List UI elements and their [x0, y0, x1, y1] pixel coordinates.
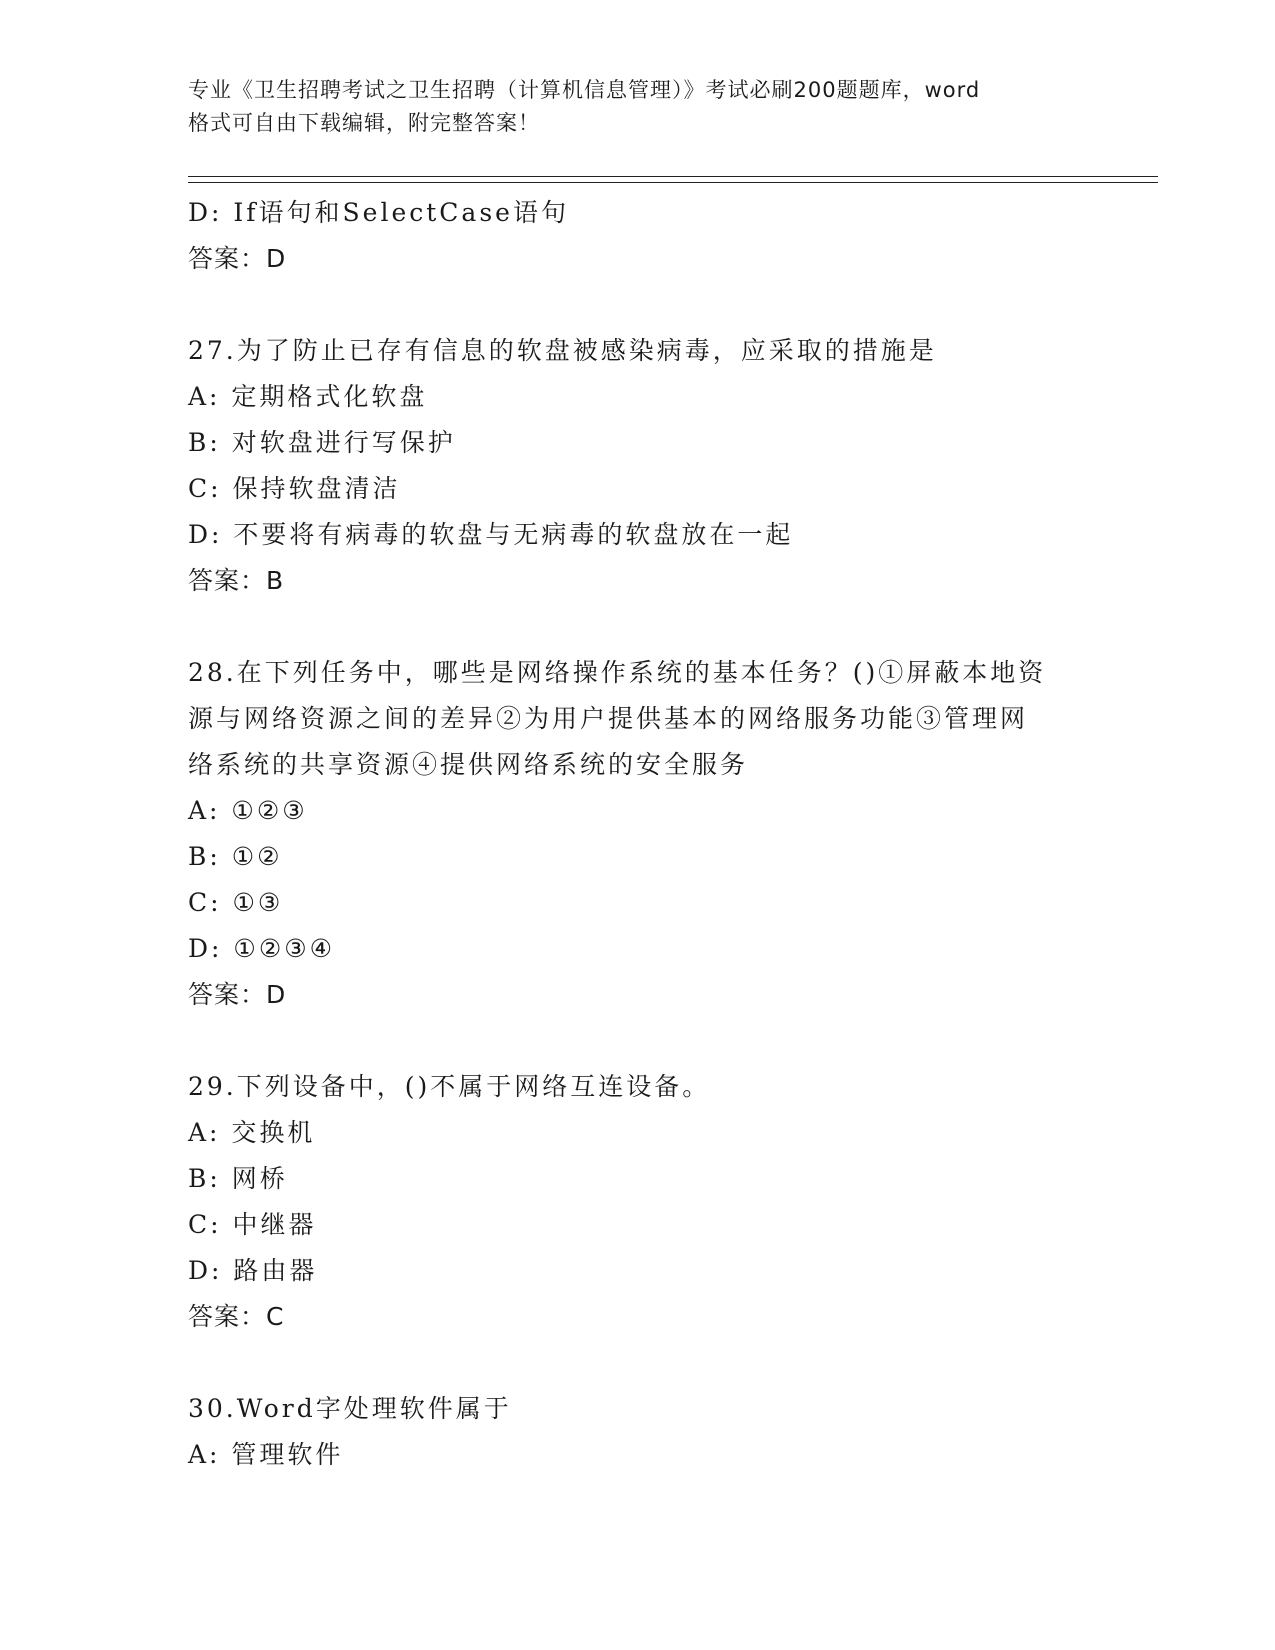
q28-option-a: A: ①②③: [188, 796, 308, 825]
q28-question-line-3: 络系统的共享资源④提供网络系统的安全服务: [188, 750, 749, 779]
page-header: [188, 74, 1088, 140]
q28-question-line-1: 28.在下列任务中，哪些是网络操作系统的基本任务？()①屏蔽本地资: [188, 658, 1047, 687]
spacer: [188, 604, 1138, 650]
q28-answer: 答案：D: [188, 980, 287, 1009]
prev-option-d: D: If语句和SelectCase语句: [188, 198, 569, 227]
header-line-1: 专业《卫生招聘考试之卫生招聘（计算机信息管理）》考试必刷200题题库，word: [188, 78, 981, 102]
q30-option-a: A: 管理软件: [188, 1440, 344, 1469]
question-list: [188, 190, 1138, 1478]
header-divider-bottom: [188, 182, 1158, 183]
q28-question-line-2: 源与网络资源之间的差异②为用户提供基本的网络服务功能③管理网: [188, 704, 1029, 733]
header-line-2: 格式可自由下载编辑，附完整答案！: [188, 111, 540, 135]
q27-option-c: C: 保持软盘清洁: [188, 474, 401, 503]
q27-option-d: D: 不要将有病毒的软盘与无病毒的软盘放在一起: [188, 520, 794, 549]
q28-option-d: D: ①②③④: [188, 934, 336, 963]
q27-question: 27.为了防止已存有信息的软盘被感染病毒，应采取的措施是: [188, 336, 937, 365]
spacer: [188, 1340, 1138, 1386]
q29-option-d: D: 路由器: [188, 1256, 318, 1285]
q29-option-b: B: 网桥: [188, 1164, 288, 1193]
q29-option-c: C: 中继器: [188, 1210, 317, 1239]
header-divider-top: [188, 176, 1158, 177]
spacer: [188, 1018, 1138, 1064]
prev-answer: 答案：D: [188, 244, 287, 273]
q29-option-a: A: 交换机: [188, 1118, 316, 1147]
q29-answer: 答案：C: [188, 1302, 285, 1331]
spacer: [188, 282, 1138, 328]
q29-question: 29.下列设备中，()不属于网络互连设备。: [188, 1072, 711, 1101]
q27-option-a: A: 定期格式化软盘: [188, 382, 428, 411]
q28-option-b: B: ①②: [188, 842, 283, 871]
q27-option-b: B: 对软盘进行写保护: [188, 428, 456, 457]
q27-answer: 答案：B: [188, 566, 285, 595]
q28-option-c: C: ①③: [188, 888, 284, 917]
q30-question: 30.Word字处理软件属于: [188, 1394, 512, 1423]
